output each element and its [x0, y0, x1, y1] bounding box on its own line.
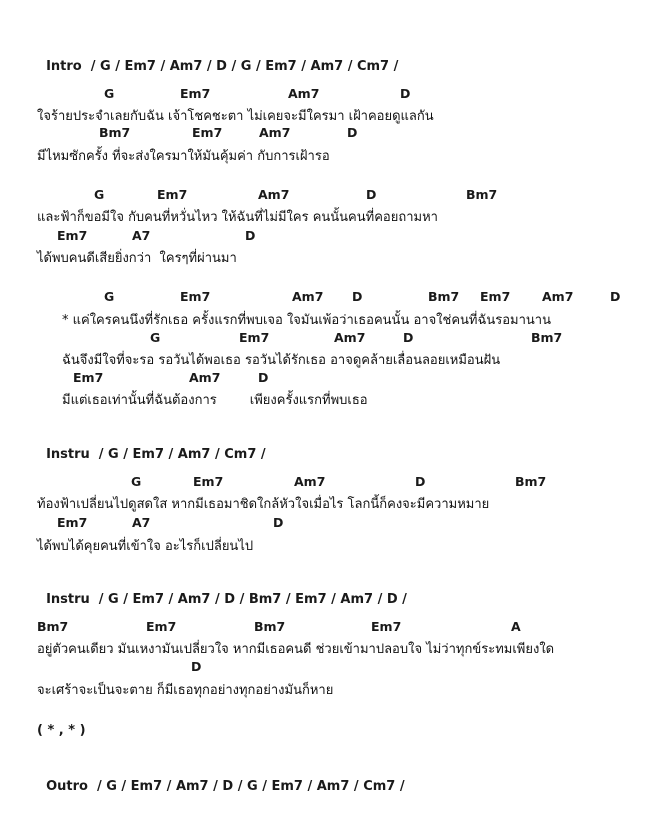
chord: Am7 [334, 330, 366, 345]
chord: Em7 [371, 619, 402, 634]
chord: D [352, 289, 363, 304]
chord: Bm7 [37, 619, 69, 634]
lyric-line: มีไหมซักครั้ง ที่จะส่งใครมาให้มันคุ้มค่า กับการเฝ้ารอ [37, 149, 330, 164]
lyric-line: ฉันจึงมีใจที่จะรอ รอวันได้พอเธอ รอวันได้รักเธอ อาจดูคล้ายเลื่อนลอยเหมือนฝัน [62, 353, 501, 368]
chord: Em7 [73, 370, 104, 385]
chord: Am7 [542, 289, 574, 304]
lyric-line: ท้องฟ้าเปลี่ยนไปดูสดใส หากมีเธอมาชิดใกล้หัวใจเมื่อไร โลกนี้ก็คงจะมีความหมาย [37, 497, 490, 512]
chord: Em7 [157, 187, 188, 202]
instru-line [37, 432, 266, 462]
chord: D [366, 187, 377, 202]
chord: Em7 [192, 125, 223, 140]
chord: Em7 [180, 86, 211, 101]
chord: G [94, 187, 105, 202]
chord: Em7 [193, 474, 224, 489]
outro-progression: / G / Em7 / Am7 / D / G / Em7 / Am7 / Cm7 / [96, 779, 405, 794]
section-label-instru: Instru [46, 592, 90, 607]
chord: D [245, 228, 256, 243]
chord: Em7 [180, 289, 211, 304]
chord: Bm7 [99, 125, 131, 140]
chord: Am7 [189, 370, 221, 385]
chord: G [150, 330, 161, 345]
chord: D [347, 125, 358, 140]
chord: D [415, 474, 426, 489]
lyric-line: จะเศร้าจะเป็นจะตาย ก็มีเธอทุกอย่างทุกอย่างมันก็หาย [37, 683, 334, 698]
lyric-line: อยู่ตัวคนเดียว มันเหงามันเปลี่ยวใจ หากมีเธอคนดี ช่วยเข้ามาปลอบใจ ไม่ว่าทุกข์ระทมเพียงใด [37, 642, 555, 657]
chord: Em7 [57, 228, 88, 243]
lyric-line: ได้พบคนดีเสียยิ่งกว่า ใครๆที่ผ่านมา [37, 251, 237, 266]
lyric-line: และฟ้าก็ขอมีใจ กับคนที่หวั่นไหว ให้ฉันที่ไม่มีใคร คนนั้นคนที่คอยถามหา [37, 210, 438, 225]
lyric-line: ใจร้ายประจำเลยกับฉัน เจ้าโชคชะตา ไม่เคยจะมีใครมา เฝ้าคอยดูแลกัน [37, 109, 434, 124]
chord: D [273, 515, 284, 530]
chord: D [400, 86, 411, 101]
chord: Am7 [294, 474, 326, 489]
chord: Em7 [57, 515, 88, 530]
chord: D [191, 659, 202, 674]
chord: A7 [132, 228, 151, 243]
chord: G [131, 474, 142, 489]
outro-line [37, 764, 405, 794]
intro-progression: / G / Em7 / Am7 / D / G / Em7 / Am7 / Cm7 / [90, 59, 399, 74]
chord: D [403, 330, 414, 345]
chord: Am7 [292, 289, 324, 304]
chord: Bm7 [254, 619, 286, 634]
chord: Am7 [258, 187, 290, 202]
chord: Am7 [288, 86, 320, 101]
chord: Em7 [146, 619, 177, 634]
chord: G [104, 289, 115, 304]
chord: Bm7 [531, 330, 563, 345]
chord: D [258, 370, 269, 385]
chord: G [104, 86, 115, 101]
section-label-intro: Intro [46, 59, 82, 74]
chord: Bm7 [428, 289, 460, 304]
chord: Bm7 [466, 187, 498, 202]
section-label-outro: Outro [46, 779, 88, 794]
chord: A7 [132, 515, 151, 530]
intro-line [37, 44, 398, 74]
instru-progression: / G / Em7 / Am7 / Cm7 / [98, 447, 266, 462]
repeat-marker: ( * , * ) [37, 723, 86, 738]
chord: Em7 [480, 289, 511, 304]
chord: D [610, 289, 621, 304]
lyric-line: ได้พบได้คุยคนที่เข้าใจ อะไรก็เปลี่ยนไป [37, 539, 254, 554]
instru-progression: / G / Em7 / Am7 / D / Bm7 / Em7 / Am7 / D / [98, 592, 407, 607]
instru-line [37, 577, 407, 607]
chord: Bm7 [515, 474, 547, 489]
chord: Em7 [239, 330, 270, 345]
section-label-instru: Instru [46, 447, 90, 462]
lyric-line: * แค่ใครคนนึงที่รักเธอ ครั้งแรกที่พบเจอ ใจมันเพ้อว่าเธอคนนั้น อาจใช่คนที่ฉันรอมานาน [62, 313, 551, 328]
chord: A [511, 619, 521, 634]
lyric-line: มีแต่เธอเท่านั้นที่ฉันต้องการ เพียงครั้งแรกที่พบเธอ [62, 393, 368, 408]
chord: Am7 [259, 125, 291, 140]
